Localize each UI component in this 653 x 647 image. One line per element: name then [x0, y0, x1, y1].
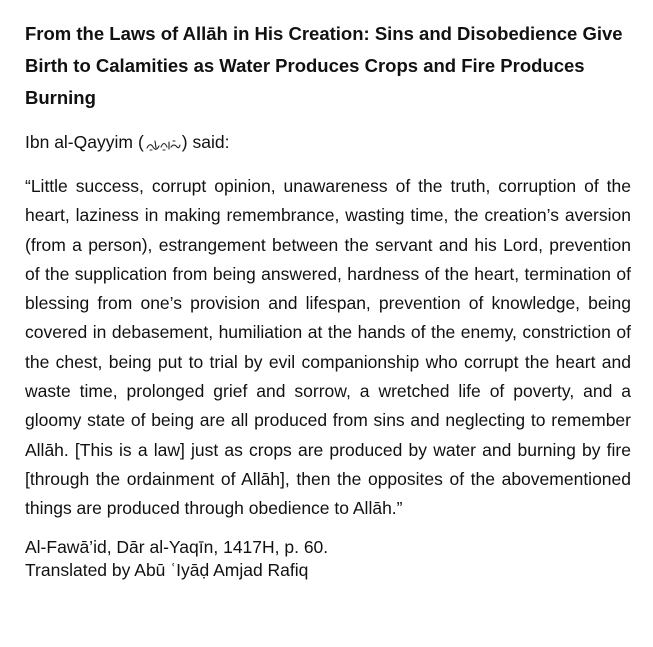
close-paren: )	[181, 132, 188, 152]
honorific-calligraphy-icon	[145, 135, 181, 149]
author-name: Ibn al-Qayyim	[25, 132, 133, 152]
article-title: From the Laws of Allāh in His Creation: Sins and Disobedience Give Birth to Calamities as Water Produces Crops and Fire Produces Burning	[25, 23, 623, 108]
source-citation: Al-Fawā’id, Dār al-Yaqīn, 1417H, p. 60.	[25, 536, 329, 557]
said-text: said:	[187, 132, 230, 152]
attribution-line	[25, 131, 631, 153]
quote-paragraph: “Little success, corrupt opinion, unawareness of the truth, corruption of the heart, laziness in making remembrance, wasting time, the creation’s aversion (from a person), estrangement between the servant and his Lord, prevention of the supplication from being answered, hardness of the heart, termination of blessing from one’s provision and lifespan, prevention of knowledge, being covered in debasement, humiliation at the hands of the enemy, constriction of the chest, being put to trial by evil companionship who corrupt the heart and waste time, prolonged grief and sorrow, a wretched life of poverty, and a gloomy state of being are all produced from sins and neglecting to remember Allāh. [This is a law] just as crops are produced by water and burning by fire [through the ordainment of Allāh], then the opposites of the abovementioned things are produced through obedience to Allāh.”	[25, 176, 631, 519]
article	[25, 18, 631, 582]
open-paren: (	[137, 132, 144, 152]
translator-credit: Translated by Abū ʿIyāḍ Amjad Rafiq	[25, 559, 309, 580]
